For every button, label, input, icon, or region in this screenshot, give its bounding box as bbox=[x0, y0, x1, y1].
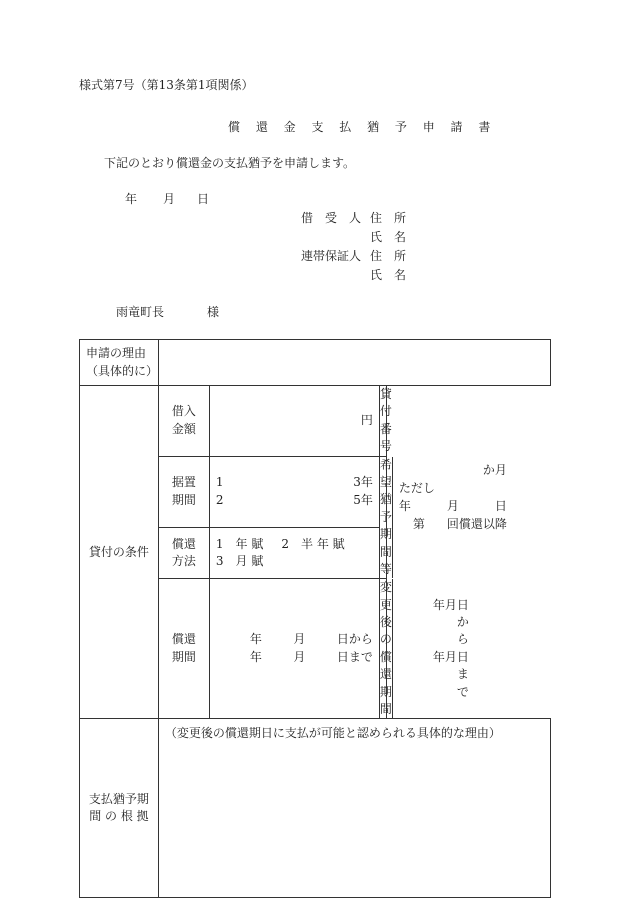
loan-amount-label-1: 借入 bbox=[171, 404, 196, 419]
loan-amount-input[interactable] bbox=[209, 386, 379, 457]
tadashi-month: 月 bbox=[446, 498, 459, 513]
application-form-table bbox=[79, 339, 551, 898]
changed-label-2: の償還 bbox=[379, 632, 392, 682]
addressee-sama: 様 bbox=[207, 305, 220, 319]
basis-input[interactable] bbox=[158, 719, 550, 898]
loan-number-label-cell bbox=[379, 386, 392, 457]
repay-period-label-1: 償還 bbox=[171, 632, 196, 647]
loan-number-label-1: 貸付 bbox=[379, 387, 392, 419]
changed-from-year: 年 bbox=[432, 597, 445, 612]
repay-method-label-1: 償還 bbox=[171, 536, 196, 551]
guarantor-address-label: 住 所 bbox=[370, 249, 407, 263]
loan-amount-label-2: 金額 bbox=[171, 421, 196, 436]
borrower-label: 借 受 人 bbox=[301, 211, 362, 225]
basis-label-1: 支払猶予期 bbox=[88, 792, 149, 807]
loan-conditions-label: 貸付の条件 bbox=[80, 386, 159, 719]
reason-label-cell bbox=[80, 340, 159, 386]
tadashi-day: 日 bbox=[494, 498, 507, 513]
form-number: 様式第7号（第13条第1項関係） bbox=[79, 78, 254, 92]
changed-label-1: 変更後 bbox=[379, 580, 392, 630]
repay-from-year: 年 bbox=[249, 632, 262, 647]
changed-period-label-cell bbox=[380, 579, 393, 718]
method-annual: 1 年 賦 bbox=[215, 536, 264, 551]
kai-after-text: 回償還以降 bbox=[446, 516, 507, 531]
borrower-name-label: 氏 名 bbox=[370, 230, 407, 244]
deferment-label-2: 期間 bbox=[171, 492, 196, 507]
desired-label-1: 希望猶 bbox=[379, 457, 392, 507]
changed-period-cell bbox=[379, 579, 469, 719]
basis-label-cell bbox=[80, 719, 159, 898]
repay-method-label-2: 方法 bbox=[171, 554, 196, 569]
deferment-opt2-val: 5年 bbox=[353, 492, 373, 507]
months-suffix: か月 bbox=[482, 462, 507, 477]
method-monthly: 3 月 賦 bbox=[215, 554, 264, 569]
deferment-opt1-val: 3年 bbox=[353, 475, 373, 490]
tadashi-text: ただし bbox=[398, 480, 435, 495]
yen-unit: 円 bbox=[360, 413, 373, 428]
changed-period-input[interactable] bbox=[393, 579, 475, 718]
tadashi-year: 年 bbox=[398, 498, 411, 513]
reason-label: 申請の理由 bbox=[86, 346, 147, 361]
desired-label-2: 予期間 bbox=[379, 509, 392, 559]
deferment-options[interactable] bbox=[209, 456, 379, 528]
repay-from-day: 日から bbox=[336, 632, 373, 647]
desired-period-cell bbox=[379, 456, 507, 579]
desired-label-3: 等 bbox=[379, 561, 392, 576]
changed-to-day: 日まで bbox=[456, 649, 469, 699]
repay-to-day: 日まで bbox=[336, 649, 373, 664]
repay-to-year: 年 bbox=[249, 649, 262, 664]
reason-label-sub: （具体的に） bbox=[86, 363, 159, 378]
desired-label-cell bbox=[380, 457, 393, 579]
date-day: 日 bbox=[197, 192, 210, 206]
loan-number-label-2: 番号 bbox=[379, 421, 392, 454]
changed-from-month: 月 bbox=[444, 597, 457, 612]
repay-to-month: 月 bbox=[293, 649, 306, 664]
loan-amount-label-cell bbox=[158, 386, 209, 457]
deferment-label-1: 据置 bbox=[171, 475, 196, 490]
repay-method-label-cell bbox=[158, 528, 209, 579]
deferment-label-cell bbox=[158, 456, 209, 528]
page-title: 償 還 金 支 払 猶 予 申 請 書 bbox=[228, 120, 497, 134]
repay-method-options[interactable] bbox=[209, 528, 379, 579]
repay-from-month: 月 bbox=[293, 632, 306, 647]
guarantor-label: 連帯保証人 bbox=[301, 249, 362, 263]
method-semiannual: 2 半 年 賦 bbox=[281, 536, 345, 551]
repay-period-label-cell bbox=[158, 579, 209, 719]
desired-period-input[interactable] bbox=[393, 457, 513, 579]
date-month: 月 bbox=[163, 192, 176, 206]
deferment-opt1-num: 1 bbox=[215, 475, 224, 490]
changed-to-month: 月 bbox=[444, 649, 457, 664]
intro-text: 下記のとおり償還金の支払猶予を申請します。 bbox=[104, 156, 356, 170]
repay-period-label-2: 期間 bbox=[171, 649, 196, 664]
dai-text: 第 bbox=[412, 516, 425, 531]
date-year: 年 bbox=[125, 192, 138, 206]
guarantor-name-label: 氏 名 bbox=[370, 268, 407, 282]
changed-to-year: 年 bbox=[432, 649, 445, 664]
addressee-mayor: 雨竜町長 bbox=[116, 305, 165, 319]
basis-note: （変更後の償還期日に支払が可能と認められる具体的な理由） bbox=[164, 726, 501, 741]
deferment-opt2-num: 2 bbox=[215, 492, 224, 507]
repay-period-input[interactable] bbox=[209, 579, 379, 719]
changed-from-day: 日から bbox=[456, 597, 469, 647]
changed-label-3: 期間 bbox=[379, 684, 392, 717]
borrower-address-label: 住 所 bbox=[370, 211, 407, 225]
reason-input[interactable] bbox=[158, 340, 550, 386]
basis-label-2: 間 の 根 拠 bbox=[89, 809, 149, 824]
